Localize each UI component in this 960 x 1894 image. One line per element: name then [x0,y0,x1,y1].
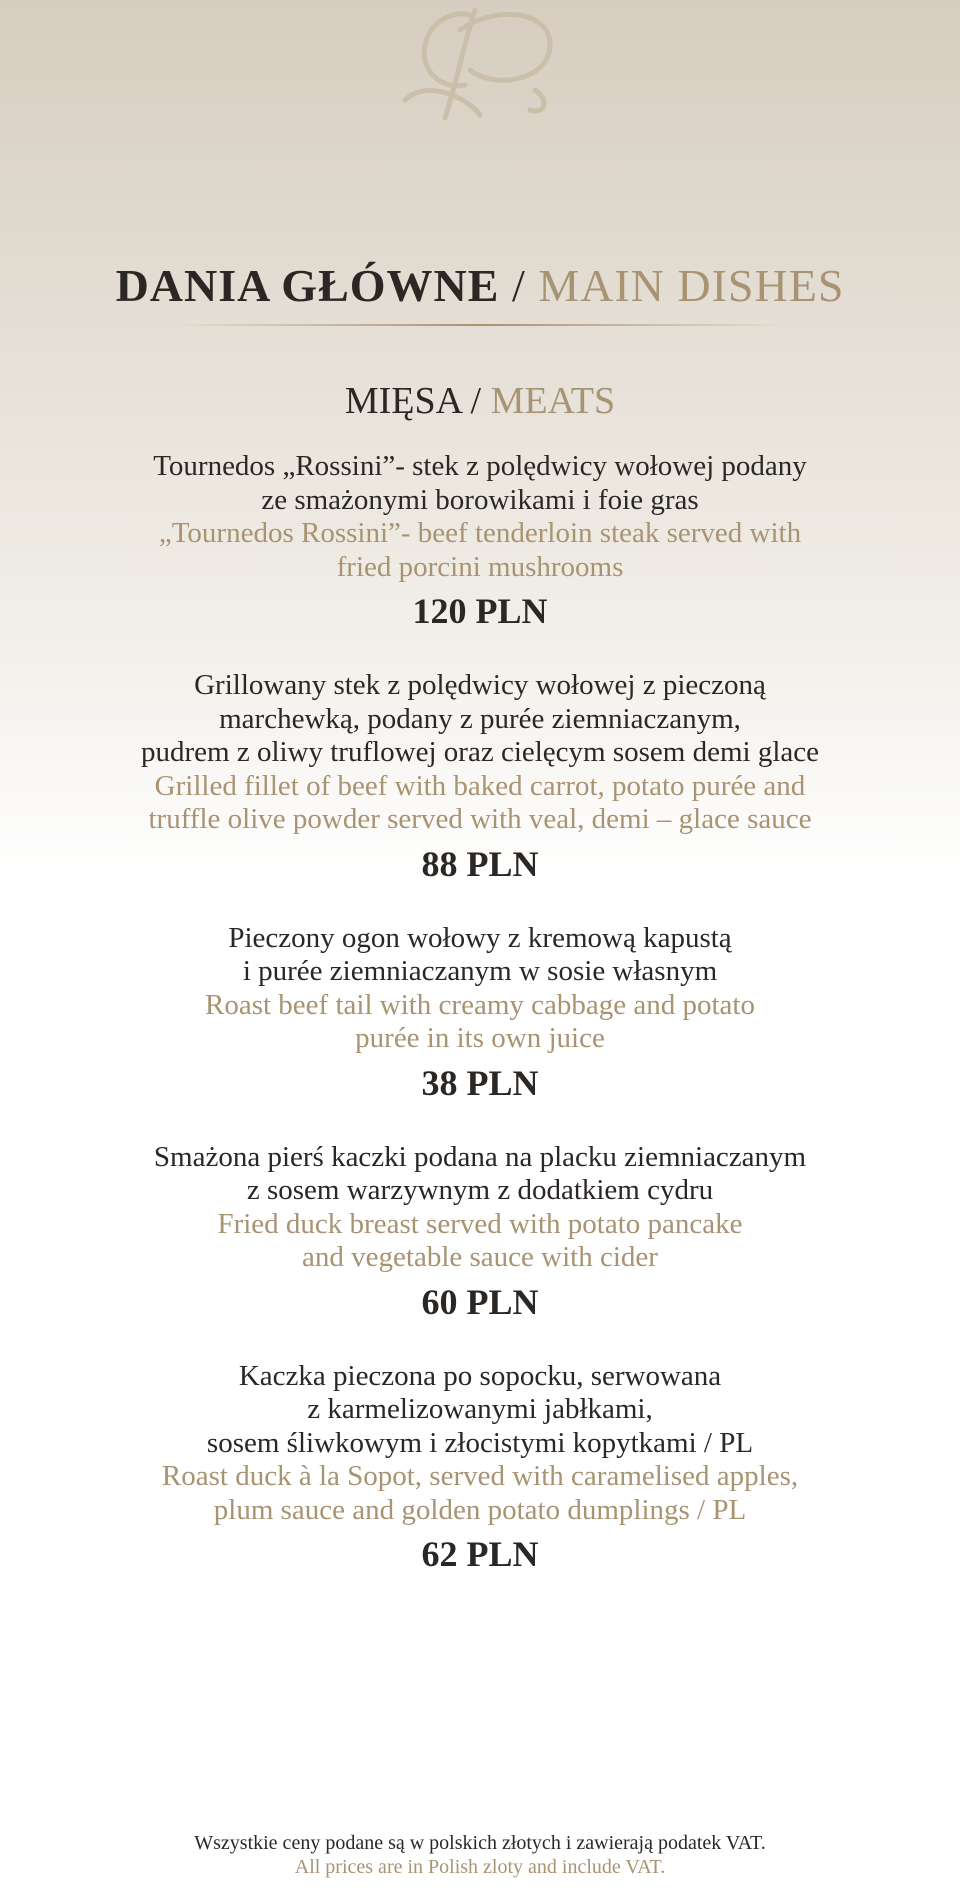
footer-note-pl: Wszystkie ceny podane są w polskich złotych i zawierają podatek VAT. [194,1832,766,1854]
page-title [0,258,960,314]
section-title-separator: / [470,380,482,422]
page-title-en: MAIN DISHES [538,260,845,311]
page-title-pl: DANIA GŁÓWNE [115,260,500,311]
dish-description-pl: sosem śliwkowym i złocistymi kopytkami / PL [206,1426,754,1459]
page-title-separator: / [511,260,526,311]
dish-item [0,1360,960,1578]
title-divider [170,324,790,326]
dish-description-pl: pudrem z oliwy truflowej oraz cielęcym sosem demi glace [140,736,820,768]
dish-description-en: truffle olive powder served with veal, demi – glace sauce [148,803,812,835]
dish-price: 60 PLN [421,1281,539,1322]
dish-description-en: purée in its own juice [355,1022,605,1054]
monogram-logo-icon [385,0,575,130]
section-title-pl: MIĘSA [344,380,461,422]
dish-description-pl: Kaczka pieczona po sopocku, serwowana [238,1359,722,1392]
dish-description-en: plum sauce and golden potato dumplings / PL [213,1493,747,1526]
dish-item [0,669,960,887]
dish-description-en: and vegetable sauce with cider [302,1241,658,1273]
dish-description-en: fried porcini mushrooms [336,550,624,583]
dish-price: 38 PLN [421,1062,539,1103]
dish-description-en: „Tournedos Rossini”- beef tenderloin steak served with [158,517,802,549]
dish-description-pl: z karmelizowanymi jabłkami, [307,1393,653,1425]
dish-description-pl: ze smażonymi borowikami i foie gras [261,483,699,516]
dish-description-pl: i purée ziemniaczanym w sosie własnym [242,955,718,987]
dish-description-en: Roast beef tail with creamy cabbage and potato [205,988,755,1021]
footer-note [0,1831,960,1879]
dish-item [0,922,960,1106]
dish-description-pl: Pieczony ogon wołowy z kremową kapustą [228,921,732,954]
dish-description-pl: z sosem warzywnym z dodatkiem cydru [246,1174,714,1206]
dish-description-pl: Grillowany stek z polędwicy wołowej z pieczoną [194,669,766,701]
dish-description-pl: Smażona pierś kaczki podana na placku ziemniaczanym [153,1140,807,1173]
dish-description-pl: marchewką, podany z purée ziemniaczanym, [219,702,741,735]
dish-price: 62 PLN [421,1534,539,1574]
dish-price: 120 PLN [412,591,548,631]
section-title [0,378,960,424]
footer-note-en: All prices are in Polish zloty and include VAT. [294,1856,666,1878]
dish-list [0,450,960,1612]
dish-description-en: Fried duck breast served with potato pancake [217,1207,743,1240]
dish-description-en: Grilled fillet of beef with baked carrot, potato purée and [154,769,806,802]
dish-item [0,450,960,634]
dish-price: 88 PLN [421,843,539,884]
dish-item [0,1141,960,1325]
dish-description-en: Roast duck à la Sopot, served with caramelised apples, [161,1460,799,1492]
section-title-en: MEATS [490,380,616,422]
dish-description-pl: Tournedos „Rossini”- stek z polędwicy wołowej podany [153,450,807,482]
